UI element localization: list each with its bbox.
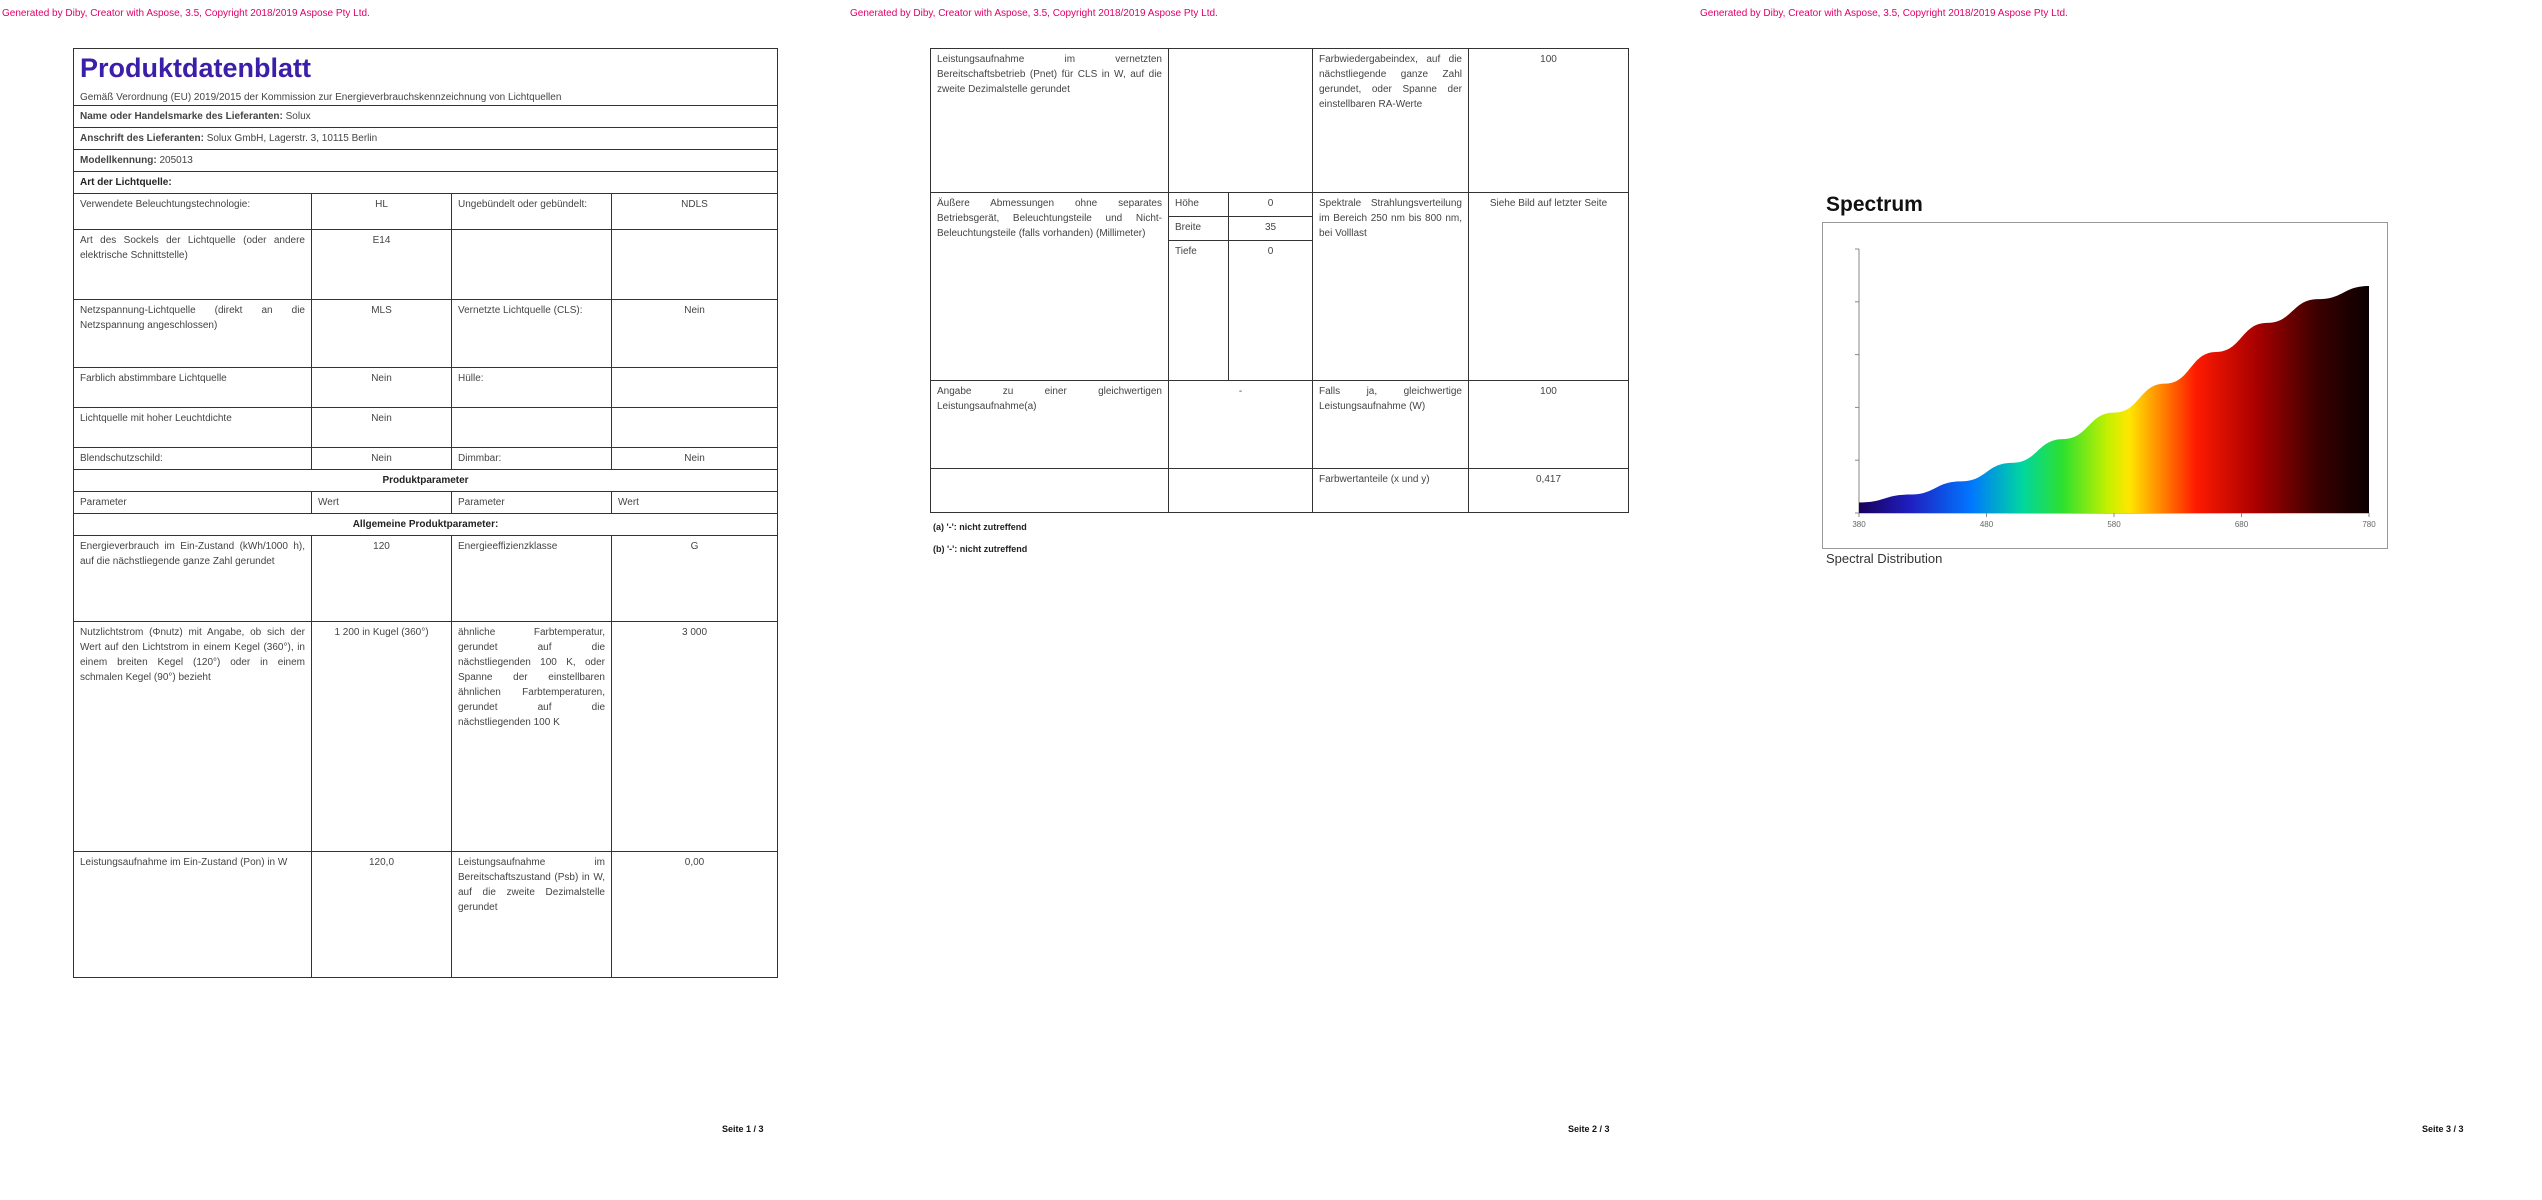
cell: 0,00 (612, 852, 778, 978)
model-label: Modellkennung: (80, 155, 157, 166)
x-tick-label: 380 (1852, 520, 1866, 529)
model-row (74, 150, 778, 172)
table-row (74, 448, 778, 470)
cell: Leistungsaufnahme im vernetzten Bereitschaftsbetrieb (Pnet) für CLS in W, auf die zweite Dezimalstelle gerundet (931, 49, 1169, 193)
cell: 100 (1469, 49, 1629, 193)
column-header-parameter: Parameter (452, 492, 612, 514)
title-cell (74, 49, 778, 106)
cell: ähnliche Farbtemperatur, gerundet auf die nächstliegenden 100 K, oder Spanne der einstellbaren ähnlichen Farbtemperaturen, gerundet auf die nächstliegenden 100 K (452, 622, 612, 852)
cell: Falls ja, gleichwertige Leistungsaufnahme (W) (1313, 381, 1469, 469)
cell: NDLS (612, 194, 778, 230)
table-row (931, 381, 1629, 469)
dimension-value-width: 35 (1229, 217, 1313, 241)
cell: Nein (612, 448, 778, 470)
dimension-value-depth: 0 (1229, 241, 1313, 381)
supplier-address-row (74, 128, 778, 150)
table-row (74, 852, 778, 978)
dimension-label-width: Breite (1169, 217, 1229, 241)
cell: 3 000 (612, 622, 778, 852)
column-header-value: Wert (312, 492, 452, 514)
cell: G (612, 536, 778, 622)
cell: Nein (312, 408, 452, 448)
cell: MLS (312, 300, 452, 368)
cell: Farbwertanteile (x und y) (1313, 469, 1469, 513)
cell: Ungebündelt oder gebündelt: (452, 194, 612, 230)
cell: Farbwiedergabeindex, auf die nächstliegende ganze Zahl gerundet, oder Spanne der einstellbaren RA-Werte (1313, 49, 1469, 193)
cell: 120 (312, 536, 452, 622)
supplier-address-value: Solux GmbH, Lagerstr. 3, 10115 Berlin (206, 133, 378, 144)
cell: Verwendete Beleuchtungstechnologie: (74, 194, 312, 230)
cell (612, 408, 778, 448)
table-row (74, 536, 778, 622)
cell (931, 469, 1169, 513)
model-value: 205013 (159, 155, 193, 166)
document-page-3 (1700, 0, 2540, 1200)
cell: 0,417 (1469, 469, 1629, 513)
cell: Dimmbar: (452, 448, 612, 470)
cell: Nein (612, 300, 778, 368)
footnote-b: (b) '-': nicht zutreffend (933, 544, 1028, 554)
table-row (74, 408, 778, 448)
cell: Leistungsaufnahme im Bereitschaftszustand (Psb) in W, auf die zweite Dezimalstelle gerundet (452, 852, 612, 978)
cell (452, 408, 612, 448)
cell: Nein (312, 448, 452, 470)
table-row (931, 469, 1629, 513)
cell: Netzspannung-Lichtquelle (direkt an die Netzspannung angeschlossen) (74, 300, 312, 368)
cell (612, 368, 778, 408)
cell: E14 (312, 230, 452, 300)
footnote-a: (a) '-': nicht zutreffend (933, 522, 1027, 532)
table-row (74, 368, 778, 408)
x-tick-label: 680 (2234, 520, 2249, 529)
cell: Farblich abstimmbare Lichtquelle (74, 368, 312, 408)
aspose-header: Generated by Diby, Creator with Aspose, 3.5, Copyright 2018/2019 Aspose Pty Ltd. (2, 8, 370, 19)
aspose-header: Generated by Diby, Creator with Aspose, 3.5, Copyright 2018/2019 Aspose Pty Ltd. (1700, 8, 2068, 19)
page-number: Seite 3 / 3 (2422, 1124, 2464, 1134)
table-row (74, 230, 778, 300)
cell (612, 230, 778, 300)
spectrum-title: Spectrum (1826, 193, 1923, 216)
cell: Nutzlichtstrom (Φnutz) mit Angabe, ob sich der Wert auf den Lichtstrom in einem Kegel (360°), in einem breiten Kegel (120°) oder in einem schmalen Kegel (90°) bezieht (74, 622, 312, 852)
table-row (74, 300, 778, 368)
x-tick-label: 780 (2362, 520, 2376, 529)
cell: Nein (312, 368, 452, 408)
product-data-table-continued (930, 48, 1629, 513)
cell (452, 230, 612, 300)
cell: Art des Sockels der Lichtquelle (oder andere elektrische Schnittstelle) (74, 230, 312, 300)
spectrum-chart (1823, 223, 2387, 548)
section-product-parameters: Produktparameter (74, 470, 778, 492)
spectrum-chart-frame (1822, 222, 2388, 549)
cell: 120,0 (312, 852, 452, 978)
x-tick-label: 580 (2107, 520, 2121, 529)
spectrum-area (1859, 286, 2369, 513)
cell: Siehe Bild auf letzter Seite (1469, 193, 1629, 381)
cell: Lichtquelle mit hoher Leuchtdichte (74, 408, 312, 448)
type-heading: Art der Lichtquelle: (74, 172, 778, 194)
product-data-table (73, 48, 778, 978)
cell: 100 (1469, 381, 1629, 469)
table-row (931, 193, 1629, 217)
x-tick-label: 480 (1979, 520, 1994, 529)
dimension-value-height: 0 (1229, 193, 1313, 217)
cell: Hülle: (452, 368, 612, 408)
document-title: Produktdatenblatt (80, 53, 312, 83)
cell: Äußere Abmessungen ohne separates Betriebsgerät, Beleuchtungsteile und Nicht-Beleuchtungsteile (falls vorhanden) (Millimeter) (931, 193, 1169, 381)
cell: HL (312, 194, 452, 230)
aspose-header: Generated by Diby, Creator with Aspose, 3.5, Copyright 2018/2019 Aspose Pty Ltd. (850, 8, 1218, 19)
table-row (931, 49, 1629, 193)
page-number: Seite 1 / 3 (722, 1124, 764, 1134)
document-subtitle: Gemäß Verordnung (EU) 2019/2015 der Kommission zur Energieverbrauchskennzeichnung von Lichtquellen (80, 92, 562, 103)
dimension-label-height: Höhe (1169, 193, 1229, 217)
cell (1169, 49, 1313, 193)
cell: Blendschutzschild: (74, 448, 312, 470)
table-row (74, 194, 778, 230)
supplier-address-label: Anschrift des Lieferanten: (80, 133, 204, 144)
cell: Energieeffizienzklasse (452, 536, 612, 622)
cell: Spektrale Strahlungsverteilung im Bereich 250 nm bis 800 nm, bei Volllast (1313, 193, 1469, 381)
column-header-parameter: Parameter (74, 492, 312, 514)
cell (1169, 469, 1313, 513)
cell: - (1169, 381, 1313, 469)
page-number: Seite 2 / 3 (1568, 1124, 1610, 1134)
column-header-value: Wert (612, 492, 778, 514)
table-row (74, 622, 778, 852)
supplier-name-label: Name oder Handelsmarke des Lieferanten: (80, 111, 283, 122)
supplier-name-value: Solux (285, 111, 311, 122)
cell: Vernetzte Lichtquelle (CLS): (452, 300, 612, 368)
cell: Leistungsaufnahme im Ein-Zustand (Pon) in W (74, 852, 312, 978)
section-general-parameters: Allgemeine Produktparameter: (74, 514, 778, 536)
dimension-label-depth: Tiefe (1169, 241, 1229, 381)
cell: Angabe zu einer gleichwertigen Leistungsaufnahme(a) (931, 381, 1169, 469)
cell: 1 200 in Kugel (360°) (312, 622, 452, 852)
spectrum-caption: Spectral Distribution (1826, 551, 1943, 566)
supplier-name-row (74, 106, 778, 128)
cell: Energieverbrauch im Ein-Zustand (kWh/1000 h), auf die nächstliegende ganze Zahl gerundet (74, 536, 312, 622)
column-header-row (74, 492, 778, 514)
